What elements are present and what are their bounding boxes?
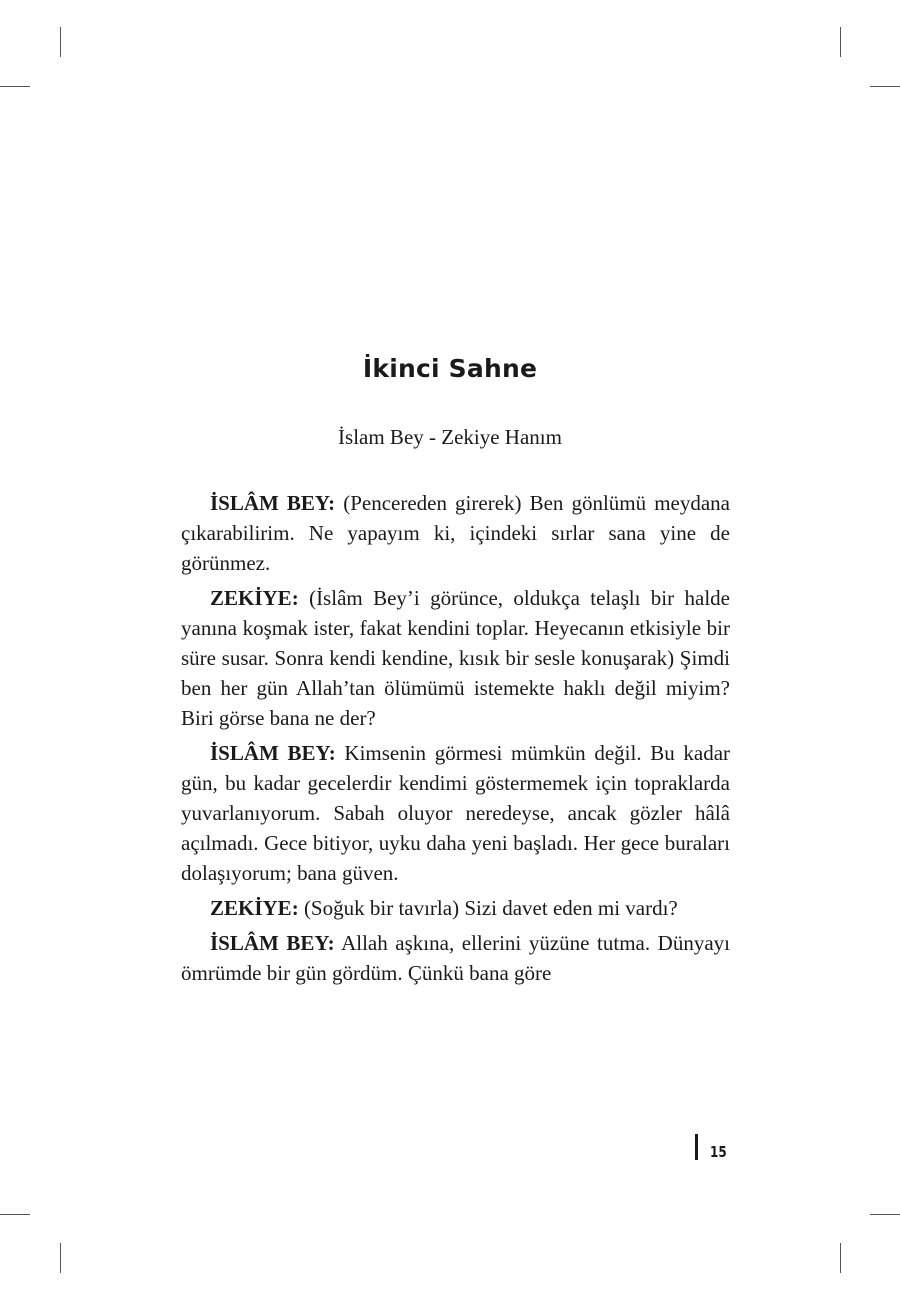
folio-bar <box>695 1134 698 1160</box>
crop-mark-bottom-left-h <box>0 1214 30 1215</box>
dialogue-paragraph <box>181 928 730 988</box>
dialogue-text: Kimsenin görmesi mümkün değil. Bu kadar gün, bu kadar gecelerdir kendimi göstermemek için topraklarda yuvarlanıyorum. Sabah oluyor neredeyse, ancak gözler hâlâ açılmadı. Gece bitiyor, uyku daha yeni başladı. Her gece buraları dolaşıyorum; bana güven. <box>181 741 731 885</box>
dialogue-paragraph <box>181 893 730 923</box>
dialogue-text: (Soğuk bir tavırla) Sizi davet eden mi vardı? <box>298 896 678 920</box>
scene-title: İkinci Sahne <box>362 354 538 383</box>
speaker-name: İSLÂM BEY: <box>210 491 336 515</box>
speaker-name: ZEKİYE: <box>210 586 299 610</box>
dialogue-paragraph <box>181 488 730 578</box>
crop-mark-top-right-h <box>870 86 900 87</box>
speaker-name: ZEKİYE: <box>210 896 299 920</box>
dialogue-text: (İslâm Bey’i görünce, oldukça telaşlı bir halde yanına koşmak ister, fakat kendini toplar. Heyecanın etkisiyle bir süre susar. Sonra kendi kendine, kısık bir sesle konuşarak) Şimdi ben her gün Allah’tan ölümümü istemekte haklı değil miyim? Biri görse bana ne der? <box>181 586 730 730</box>
dialogue-text: Allah aşkına, ellerini yüzüne tutma. Dünyayı ömrümde bir gün gördüm. Çünkü bana göre <box>181 931 731 985</box>
speaker-name: İSLÂM BEY: <box>210 931 335 955</box>
dialogue-paragraph <box>181 738 730 888</box>
crop-mark-top-right <box>840 27 841 57</box>
dialogue-text: (Pencereden girerek) Ben gönlümü meydana çıkarabilirim. Ne yapayım ki, içindeki sırlar sana yine de görünmez. <box>181 491 730 575</box>
crop-mark-top-left-h <box>0 86 30 87</box>
page-folio <box>695 1132 731 1160</box>
dialogue-paragraph <box>181 583 730 733</box>
page-number: 15 <box>710 1143 727 1161</box>
crop-mark-bottom-right-h <box>870 1214 900 1215</box>
crop-mark-bottom-left <box>60 1243 61 1273</box>
dialogue-body <box>181 488 730 993</box>
speaker-name: İSLÂM BEY: <box>210 741 336 765</box>
crop-mark-bottom-right <box>840 1243 841 1273</box>
character-list: İslam Bey - Zekiye Hanım <box>338 425 562 449</box>
crop-mark-top-left <box>60 27 61 57</box>
